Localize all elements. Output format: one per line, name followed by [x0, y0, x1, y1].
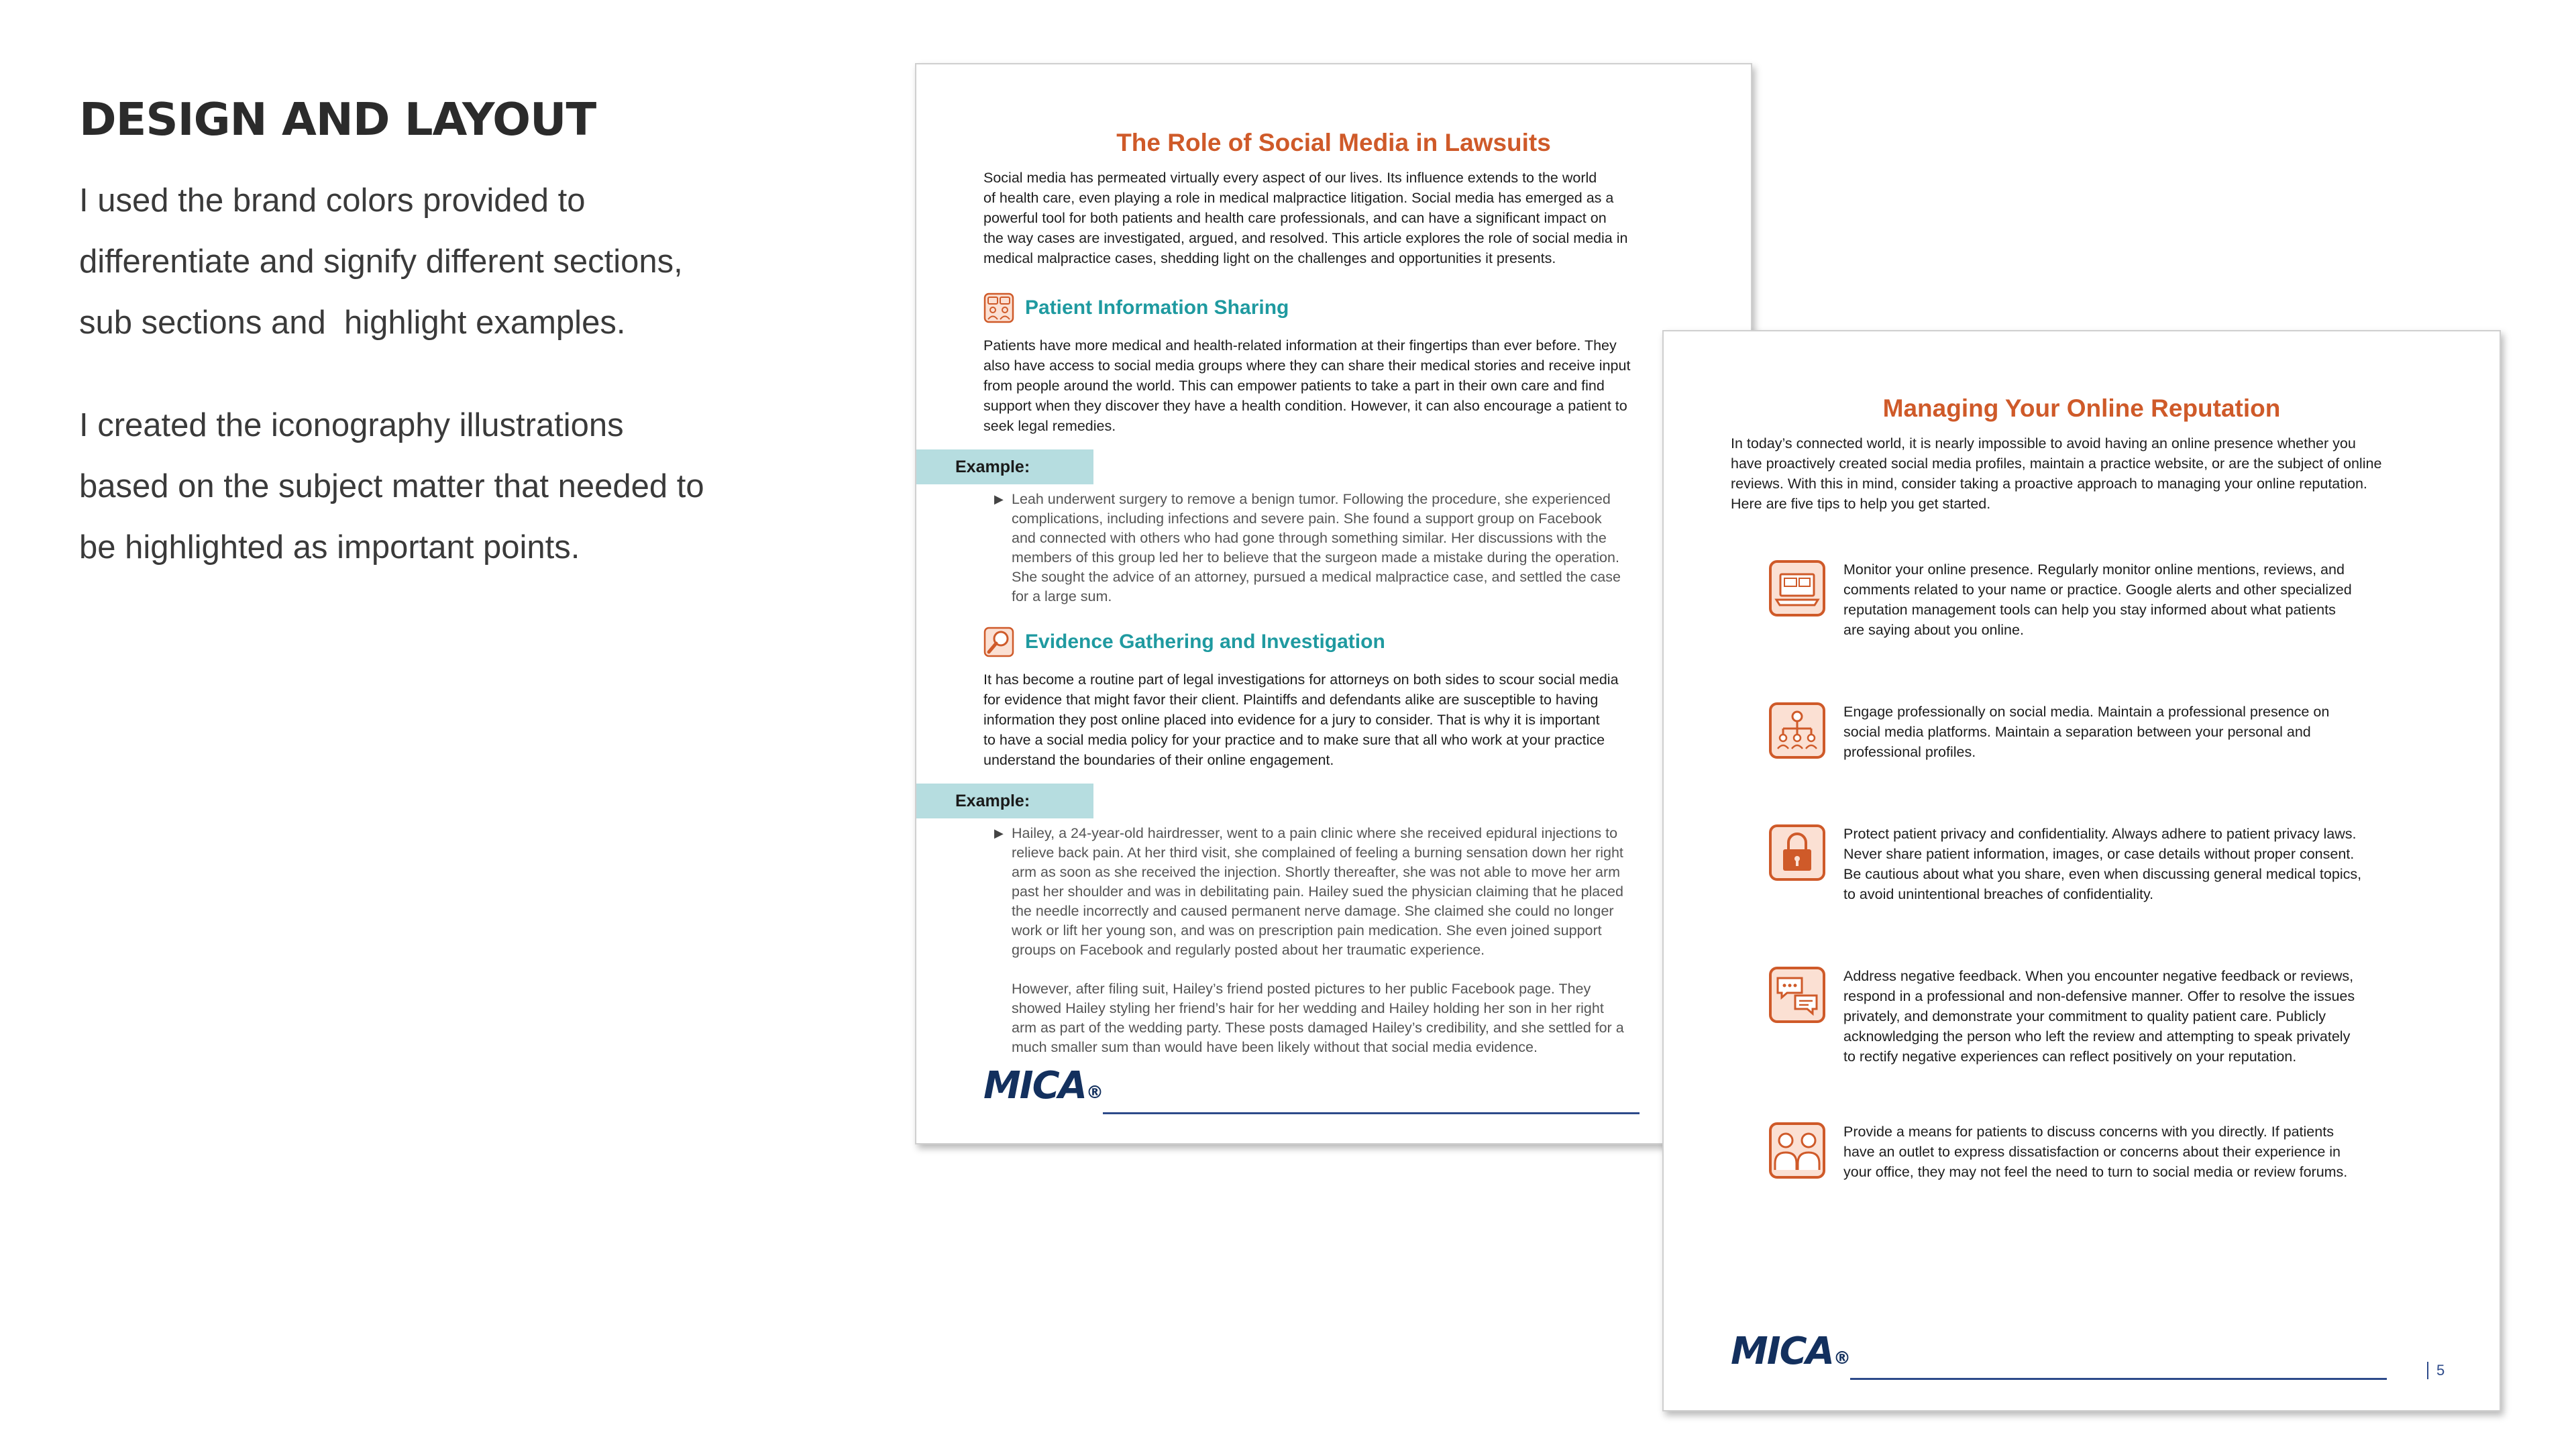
text-line: Address negative feedback. When you encounter negative feedback or reviews, — [1843, 968, 2354, 984]
intro-line: based on the subject matter that needed to — [79, 468, 704, 505]
logo-text: MICA — [983, 1064, 1086, 1108]
example-text-2b — [1012, 979, 1723, 1057]
intro-paragraph-2 — [79, 395, 763, 578]
text-line: powerful tool for both patients and health care professionals, and can have a significant impact on — [983, 210, 1607, 226]
text-line: Monitor your online presence. Regularly monitor online mentions, reviews, and — [1843, 561, 2345, 578]
example-label-1: Example: — [916, 449, 1093, 484]
text-line: She sought the advice of an attorney, pursued a medical malpractice case, and settled the case — [1012, 569, 1621, 585]
page1-title: The Role of Social Media in Lawsuits — [1116, 129, 1551, 156]
page2-intro-text — [1731, 433, 2455, 514]
network-people-icon — [1768, 702, 1826, 759]
text-line: Here are five tips to help you get started. — [1731, 496, 1991, 512]
lock-icon — [1768, 824, 1826, 881]
tip-text-1 — [1843, 559, 2420, 640]
text-line: respond in a professional and non-defensive manner. Offer to resolve the issues — [1843, 988, 2355, 1004]
intro-line: differentiate and signify different sections, — [79, 244, 683, 280]
text-line: Be cautious about what you share, even when discussing general medical topics, — [1843, 866, 2362, 882]
document-page-2 — [1662, 330, 2501, 1411]
text-line: Social media has permeated virtually every aspect of our lives. Its influence extends to the world — [983, 170, 1597, 186]
logo-trademark: ® — [1086, 1083, 1102, 1103]
text-line: have proactively created social media profiles, maintain a practice website, or are the subject of online — [1731, 455, 2382, 472]
section2-body — [983, 669, 1721, 770]
text-line: to avoid unintentional breaches of confidentiality. — [1843, 886, 2154, 902]
mica-logo — [983, 1064, 1102, 1108]
text-line: Provide a means for patients to discuss concerns with you directly. If patients — [1843, 1124, 2334, 1140]
mica-logo — [1731, 1330, 1849, 1373]
text-line: support when they discover they have a health condition. However, it can also encourage a patient to — [983, 398, 1627, 414]
page1-intro-text — [983, 168, 1708, 268]
tip-text-5 — [1843, 1122, 2420, 1182]
text-line: of health care, even playing a role in medical malpractice litigation. Social media has emerged as a — [983, 190, 1614, 206]
text-line: showed Hailey styling her friend’s hair for her wedding and Hailey holding her son in her right — [1012, 1000, 1604, 1016]
intro-line: be highlighted as important points. — [79, 529, 580, 566]
text-line: Never share patient information, images, or case details without proper consent. — [1843, 846, 2355, 862]
section-heading-evidence — [983, 627, 1385, 657]
text-line: members of this group led her to believe that the surgeon made a mistake during the operation. — [1012, 549, 1619, 566]
text-line: privately, and demonstrate your commitment to quality patient care. Publicly — [1843, 1008, 2326, 1024]
text-line: relieve back pain. At her third visit, she complained of feeling a burning sensation down her right — [1012, 845, 1623, 861]
bullet-arrow-icon: ▶ — [994, 826, 1004, 840]
example-text-2 — [1012, 824, 1723, 960]
section-heading-text: Patient Information Sharing — [1025, 297, 1289, 319]
intro-line: I created the iconography illustrations — [79, 407, 624, 444]
intro-line: sub sections and highlight examples. — [79, 305, 626, 341]
footer-rule — [1850, 1378, 2387, 1380]
section-heading-patient-sharing — [983, 292, 1289, 323]
tip-text-2 — [1843, 702, 2420, 762]
tip-text-3 — [1843, 824, 2420, 904]
text-line: comments related to your name or practice. Google alerts and other specialized — [1843, 582, 2352, 598]
text-line: also have access to social media groups where they can share their medical stories and receive input — [983, 358, 1631, 374]
text-line: reputation management tools can help you stay informed about what patients — [1843, 602, 2336, 618]
laptop-icon — [1768, 559, 1826, 617]
text-line: Hailey, a 24-year-old hairdresser, went to a pain clinic where she received epidural injections to — [1012, 825, 1618, 841]
section-heading-text: Evidence Gathering and Investigation — [1025, 631, 1385, 653]
text-line: acknowledging the person who left the review and attempting to speak privately — [1843, 1028, 2351, 1044]
text-line: It has become a routine part of legal investigations for attorneys on both sides to scour social media — [983, 672, 1619, 688]
document-page-1 — [915, 63, 1752, 1144]
people-sharing-icon — [983, 292, 1014, 323]
example-text-1 — [1012, 490, 1723, 606]
text-line: complications, including infections and severe pain. She found a support group on Facebook — [1012, 511, 1602, 527]
text-line: groups on Facebook and regularly posted about her traumatic experience. — [1012, 942, 1485, 958]
example-label-2: Example: — [916, 784, 1093, 818]
text-line: for evidence that might favor their client. Plaintiffs and defendants alike are susceptible to having — [983, 692, 1599, 708]
intro-paragraph-1 — [79, 170, 763, 354]
text-line: However, after filing suit, Hailey’s friend posted pictures to her public Facebook page. They — [1012, 981, 1591, 997]
text-line: are saying about you online. — [1843, 622, 2024, 638]
text-line: arm as part of the wedding party. These posts damaged Hailey’s credibility, and she settled for a — [1012, 1020, 1624, 1036]
text-line: the needle incorrectly and caused permanent nerve damage. She claimed she could no longer — [1012, 903, 1614, 919]
page-number: 5 — [2427, 1362, 2445, 1379]
section1-body — [983, 335, 1721, 436]
logo-text: MICA — [1731, 1330, 1833, 1373]
text-line: from people around the world. This can empower patients to take a part in their own care and find — [983, 378, 1605, 394]
text-line: Engage professionally on social media. Maintain a professional presence on — [1843, 704, 2330, 720]
text-line: medical malpractice cases, shedding light on the challenges and opportunities it presents. — [983, 250, 1556, 266]
text-line: for a large sum. — [1012, 588, 1112, 604]
text-line: Protect patient privacy and confidentiality. Always adhere to patient privacy laws. — [1843, 826, 2357, 842]
chat-bubbles-icon — [1768, 966, 1826, 1024]
text-line: professional profiles. — [1843, 744, 1976, 760]
logo-trademark: ® — [1833, 1348, 1849, 1368]
text-line: have an outlet to express dissatisfaction or concerns about their experience in — [1843, 1144, 2341, 1160]
text-line: work or lift her young son, and was on prescription pain medication. She even joined support — [1012, 922, 1602, 938]
text-line: seek legal remedies. — [983, 418, 1116, 434]
text-line: arm as soon as she received the injection. Shortly thereafter, she was not able to move her arm — [1012, 864, 1621, 880]
page2-title: Managing Your Online Reputation — [1882, 394, 2281, 422]
intro-panel — [79, 93, 763, 578]
text-line: your office, they may not feel the need to turn to social media or review forums. — [1843, 1164, 2348, 1180]
text-line: past her shoulder and was in debilitating pain. Hailey sued the physician claiming that he placed — [1012, 883, 1623, 900]
footer-rule — [1103, 1112, 1640, 1114]
text-line: Patients have more medical and health-related information at their fingertips than ever before. They — [983, 337, 1617, 354]
bullet-arrow-icon: ▶ — [994, 492, 1004, 506]
magnifier-icon — [983, 627, 1014, 657]
text-line: much smaller sum than would have been likely without that social media evidence. — [1012, 1039, 1538, 1055]
tip-text-4 — [1843, 966, 2420, 1067]
text-line: reviews. With this in mind, consider taking a proactive approach to managing your online reputation. — [1731, 476, 2367, 492]
intro-line: I used the brand colors provided to — [79, 182, 586, 219]
text-line: to rectify negative experiences can reflect positively on your reputation. — [1843, 1049, 2297, 1065]
intro-heading: DESIGN AND LAYOUT — [79, 93, 596, 146]
text-line: the way cases are investigated, argued, and resolved. This article explores the role of social media in — [983, 230, 1628, 246]
text-line: understand the boundaries of their online engagement. — [983, 752, 1334, 768]
text-line: social media platforms. Maintain a separation between your personal and — [1843, 724, 2311, 740]
text-line: information they post online placed into evidence for a jury to consider. That is why it is important — [983, 712, 1600, 728]
text-line: to have a social media policy for your practice and to make sure that all who work at your practice — [983, 732, 1605, 748]
two-people-icon — [1768, 1122, 1826, 1179]
text-line: Leah underwent surgery to remove a benign tumor. Following the procedure, she experienced — [1012, 491, 1611, 507]
text-line: and connected with others who had gone through something similar. Her discussions with the — [1012, 530, 1607, 546]
text-line: In today’s connected world, it is nearly impossible to avoid having an online presence whether you — [1731, 435, 2356, 451]
